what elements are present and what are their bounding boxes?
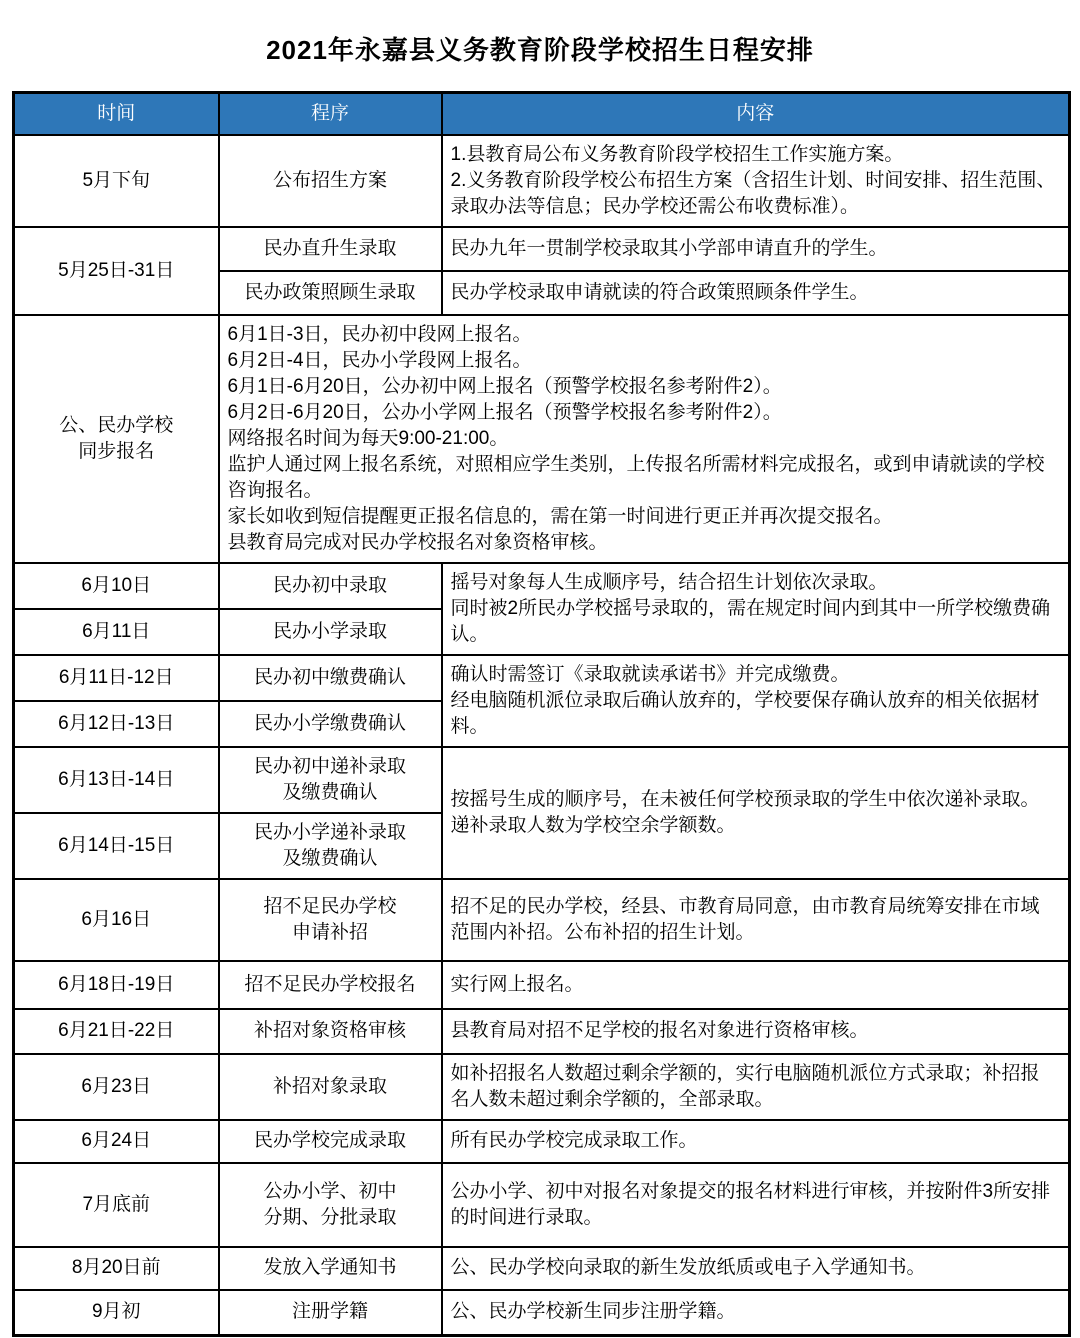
- cell-line: 民办直升生录取: [263, 237, 397, 259]
- table-row: [14, 1163, 1070, 1247]
- header-row: [14, 93, 1070, 135]
- cell-line: 5月25日-31日: [58, 259, 175, 281]
- content-cell: [442, 1163, 1070, 1247]
- time-cell: [14, 701, 219, 747]
- table-row: [14, 747, 1070, 813]
- content-cell: [442, 1247, 1070, 1290]
- time-cell: [14, 1054, 219, 1120]
- procedure-cell: [219, 655, 442, 701]
- cell-line: 分期、分批录取: [263, 1206, 397, 1228]
- time-cell: [14, 315, 219, 563]
- procedure-cell: [219, 1120, 442, 1163]
- content-cell: [442, 1290, 1070, 1336]
- content-cell: [442, 227, 1070, 271]
- table-row: [14, 1054, 1070, 1120]
- cell-line: 及缴费确认: [282, 781, 378, 803]
- table-row: [14, 135, 1070, 227]
- procedure-cell: [219, 879, 442, 961]
- cell-line: 摇号对象每人生成顺序号，结合招生计划依次录取。: [450, 571, 888, 593]
- procedure-cell: [219, 1163, 442, 1247]
- procedure-cell: [219, 701, 442, 747]
- cell-line: 6月24日: [81, 1130, 152, 1151]
- cell-line: 县教育局对招不足学校的报名对象进行资格审核。: [450, 1020, 869, 1041]
- table-header: [14, 93, 1070, 135]
- time-cell: [14, 1120, 219, 1163]
- procedure-cell: [219, 747, 442, 813]
- cell-line: 同步报名: [78, 440, 155, 462]
- time-cell: [14, 747, 219, 813]
- cell-line: 经电脑随机派位录取后确认放弃的，学校要保存确认放弃的相关依据材料。: [450, 689, 1040, 737]
- content-cell: [442, 135, 1070, 227]
- procedure-cell: [219, 813, 442, 879]
- column-header: 内容: [442, 93, 1070, 135]
- time-cell: [14, 961, 219, 1009]
- table-row: [14, 1120, 1070, 1163]
- content-cell: [442, 879, 1070, 961]
- cell-line: 6月23日: [81, 1075, 152, 1097]
- time-cell: [14, 609, 219, 655]
- table-row: [14, 227, 1070, 271]
- cell-line: 监护人通过网上报名系统，对照相应学生类别，上传报名所需材料完成报名，或到申请就读的学校咨询报名。: [227, 453, 1045, 501]
- procedure-cell: [219, 135, 442, 227]
- cell-line: 县教育局完成对民办学校报名对象资格审核。: [227, 531, 608, 553]
- procedure-cell: [219, 271, 442, 315]
- table-row: [14, 961, 1070, 1009]
- procedure-cell: [219, 227, 442, 271]
- cell-line: 网络报名时间为每天9:00-21:00。: [227, 427, 509, 449]
- time-cell: [14, 1009, 219, 1054]
- cell-line: 按摇号生成的顺序号，在未被任何学校预录取的学生中依次递补录取。递补录取人数为学校空余学额数。: [450, 788, 1040, 836]
- cell-line: 6月21日-22日: [58, 1020, 175, 1041]
- table-row: [14, 563, 1070, 609]
- time-cell: [14, 563, 219, 609]
- cell-line: 民办初中递补录取: [253, 755, 406, 777]
- procedure-cell: [219, 961, 442, 1009]
- cell-line: 招不足的民办学校，经县、市教育局同意，由市教育局统筹安排在市域范围内补招。公布补招的招生计划。: [450, 895, 1040, 943]
- cell-line: 民办初中缴费确认: [253, 666, 406, 688]
- cell-line: 民办小学录取: [272, 620, 387, 642]
- cell-line: 6月11日-12日: [58, 666, 174, 688]
- content-cell: [442, 1120, 1070, 1163]
- procedure-cell: [219, 1290, 442, 1336]
- column-header: 时间: [14, 93, 219, 135]
- table-row: [14, 315, 1070, 563]
- cell-line: 补招对象录取: [272, 1075, 387, 1097]
- cell-line: 6月14日-15日: [58, 834, 175, 856]
- cell-line: 公布招生方案: [272, 169, 387, 191]
- cell-line: 公办小学、初中对报名对象提交的报名材料进行审核，并按附件3所安排的时间进行录取。: [450, 1180, 1051, 1228]
- procedure-cell: [219, 609, 442, 655]
- schedule-table: [12, 91, 1071, 1337]
- cell-line: 同时被2所民办学校摇号录取的，需在规定时间内到其中一所学校缴费确认。: [450, 597, 1051, 645]
- procedure-cell: [219, 1009, 442, 1054]
- cell-line: 6月2日-4日，民办小学段网上报名。: [227, 349, 532, 371]
- cell-line: 公、民办学校新生同步注册学籍。: [450, 1301, 736, 1323]
- content-cell: [442, 271, 1070, 315]
- cell-line: 民办九年一贯制学校录取其小学部申请直升的学生。: [450, 237, 888, 259]
- cell-line: 如补招报名人数超过剩余学额的，实行电脑随机派位方式录取；补招报名人数未超过剩余学额的，全部录取。: [450, 1062, 1040, 1110]
- page-title: 2021年永嘉县义务教育阶段学校招生日程安排: [266, 35, 814, 65]
- cell-line: 及缴费确认: [282, 847, 378, 869]
- table-row: [14, 1290, 1070, 1336]
- content-cell: [442, 655, 1070, 747]
- cell-line: 公、民办学校向录取的新生发放纸质或电子入学通知书。: [450, 1257, 926, 1278]
- cell-line: 9月初: [91, 1301, 141, 1323]
- procedure-cell: [219, 563, 442, 609]
- procedure-cell: [219, 1247, 442, 1290]
- cell-line: 招不足民办学校报名: [244, 973, 416, 995]
- cell-line: 6月10日: [81, 574, 152, 596]
- time-cell: [14, 655, 219, 701]
- time-cell: [14, 1247, 219, 1290]
- cell-line: 民办小学递补录取: [253, 821, 406, 843]
- content-cell: [442, 1054, 1070, 1120]
- cell-line: 民办学校完成录取: [253, 1130, 406, 1151]
- time-cell: [14, 879, 219, 961]
- cell-line: 家长如收到短信提醒更正报名信息的，需在第一时间进行更正并再次提交报名。: [227, 505, 893, 527]
- cell-line: 6月16日: [81, 908, 152, 930]
- cell-line: 确认时需签订《录取就读承诺书》并完成缴费。: [450, 663, 850, 685]
- cell-line: 公办小学、初中: [263, 1180, 397, 1202]
- cell-line: 1.县教育局公布义务教育阶段学校招生工作实施方案。: [450, 143, 904, 165]
- cell-line: 发放入学通知书: [263, 1257, 397, 1278]
- content-cell: [442, 747, 1070, 879]
- table-row: [14, 655, 1070, 701]
- cell-line: 7月底前: [82, 1193, 151, 1215]
- time-cell: [14, 813, 219, 879]
- cell-line: 6月1日-3日，民办初中段网上报名。: [227, 323, 532, 345]
- cell-line: 2.义务教育阶段学校公布招生方案（含招生计划、时间安排、招生范围、录取办法等信息；民办学校还需公布收费标准）。: [450, 169, 1056, 217]
- cell-line: 6月1日-6月20日，公办初中网上报名（预警学校报名参考附件2）。: [227, 375, 782, 397]
- time-cell: [14, 135, 219, 227]
- procedure-cell: [219, 1054, 442, 1120]
- content-cell: [219, 315, 1070, 563]
- content-cell: [442, 563, 1070, 655]
- content-cell: [442, 1009, 1070, 1054]
- cell-line: 8月20日前: [71, 1257, 161, 1278]
- table-row: [14, 879, 1070, 961]
- table-row: [14, 1247, 1070, 1290]
- time-cell: [14, 227, 219, 315]
- cell-line: 民办初中录取: [272, 574, 387, 596]
- cell-line: 5月下旬: [82, 169, 151, 191]
- cell-line: 公、民办学校: [59, 414, 174, 436]
- table-body: [14, 135, 1070, 1336]
- cell-line: 6月12日-13日: [58, 712, 175, 734]
- cell-line: 补招对象资格审核: [253, 1020, 406, 1041]
- cell-line: 实行网上报名。: [450, 973, 584, 995]
- cell-line: 申请补招: [291, 921, 368, 943]
- time-cell: [14, 1290, 219, 1336]
- cell-line: 6月11日: [82, 620, 151, 642]
- column-header: 程序: [219, 93, 442, 135]
- cell-line: 民办学校录取申请就读的符合政策照顾条件学生。: [450, 281, 869, 303]
- cell-line: 6月2日-6月20日，公办小学网上报名（预警学校报名参考附件2）。: [227, 401, 782, 423]
- cell-line: 所有民办学校完成录取工作。: [450, 1130, 698, 1151]
- content-cell: [442, 961, 1070, 1009]
- table-row: [14, 1009, 1070, 1054]
- cell-line: 6月13日-14日: [58, 768, 175, 790]
- cell-line: 注册学籍: [291, 1301, 368, 1323]
- time-cell: [14, 1163, 219, 1247]
- cell-line: 民办政策照顾生录取: [244, 281, 416, 303]
- cell-line: 6月18日-19日: [58, 973, 175, 995]
- cell-line: 招不足民办学校: [263, 895, 397, 917]
- cell-line: 民办小学缴费确认: [253, 712, 406, 734]
